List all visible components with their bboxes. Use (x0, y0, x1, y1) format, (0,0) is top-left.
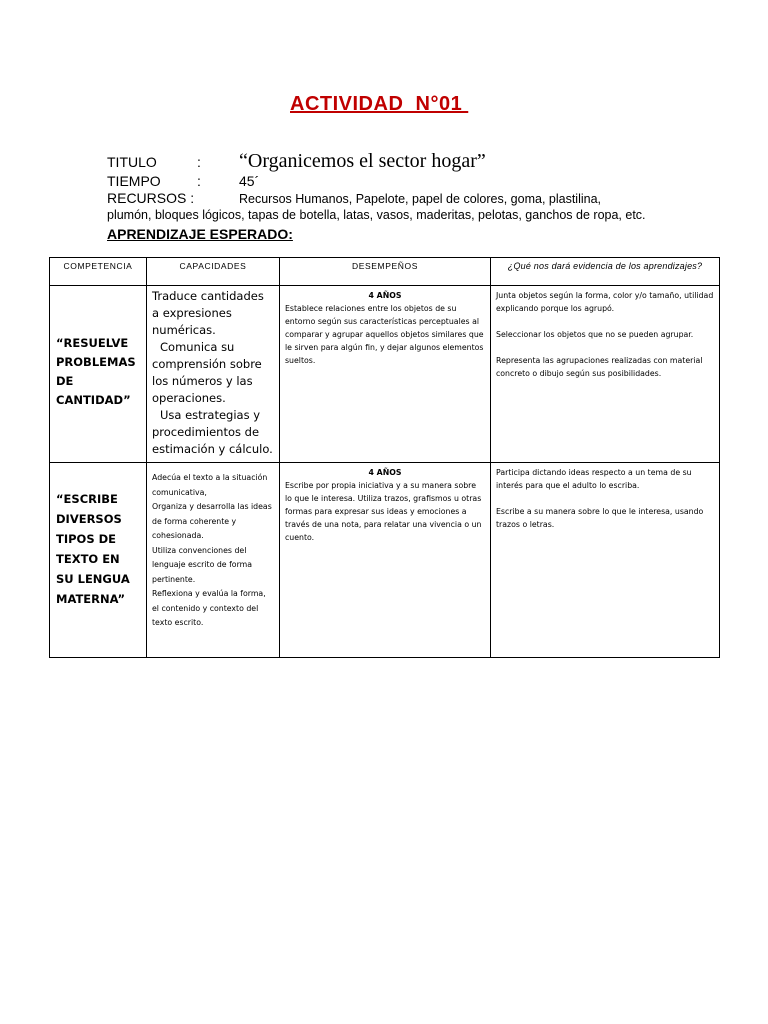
age-label: 4 AÑOS (368, 468, 402, 477)
capacidad-item: Usa estrategias y procedimientos de estimación y cálculo. (152, 408, 273, 456)
titulo-value: “Organicemos el sector hogar” (239, 150, 486, 172)
competencia-cell: “ESCRIBE DIVERSOS TIPOS DE TEXTO EN SU LENGUA MATERNA” (50, 463, 147, 658)
titulo-colon: : (197, 154, 201, 170)
evidencia-item: Seleccionar los objetos que no se pueden agrupar. (496, 330, 694, 339)
header-evidencia: ¿Qué nos dará evidencia de los aprendizajes? (491, 258, 720, 286)
header-competencia: COMPETENCIA (50, 258, 147, 286)
tiempo-colon: : (197, 173, 201, 189)
evidencia-item: Participa dictando ideas respecto a un tema de su interés para que el adulto lo escriba. (496, 468, 692, 490)
titulo-row (107, 150, 486, 173)
recursos-value-line2: plumón, bloques lógicos, tapas de botella, latas, vasos, maderitas, pelotas, ganchos de ropa, etc. (107, 208, 646, 222)
recursos-value-line1: Recursos Humanos, Papelote, papel de colores, goma, plastilina, (239, 192, 602, 206)
competencias-table (49, 257, 720, 658)
header-capacidades: CAPACIDADES (147, 258, 280, 286)
desempeno-text: Escribe por propia iniciativa y a su manera sobre lo que le interesa. Utiliza trazos, grafismos u otras formas para expresar sus ideas y emociones a través de una nota, para relatar una vivencia o un cuento. (285, 481, 482, 542)
evidencia-item: Junta objetos según la forma, color y/o tamaño, utilidad explicando porque los agrupó. (496, 291, 714, 313)
table-row (50, 286, 720, 463)
table-row (50, 463, 720, 658)
recursos-label: RECURSOS : (107, 190, 195, 206)
capacidad-item: Reflexiona y evalúa la forma, el contenido y contexto del texto escrito. (152, 589, 266, 627)
activity-title: ACTIVIDAD N°01 (290, 93, 469, 115)
capacidades-cell (147, 286, 280, 463)
competencia-cell: “RESUELVE PROBLEMAS DE CANTIDAD” (50, 286, 147, 463)
table-header-row (50, 258, 720, 286)
evidencia-cell (491, 286, 720, 463)
titulo-label: TITULO (107, 154, 157, 170)
desempenos-cell (280, 286, 491, 463)
aprendizaje-heading: APRENDIZAJE ESPERADO: (107, 226, 293, 242)
evidencia-item: Representa las agrupaciones realizadas con material concreto o dibujo según sus posibilidades. (496, 356, 703, 378)
capacidad-item: Organiza y desarrolla las ideas de forma coherente y cohesionada. (152, 502, 272, 540)
tiempo-value: 45´ (239, 173, 260, 189)
desempenos-cell (280, 463, 491, 658)
tiempo-label: TIEMPO (107, 173, 161, 189)
evidencia-item: Escribe a su manera sobre lo que le interesa, usando trazos o letras. (496, 507, 704, 529)
capacidad-item: Traduce cantidades a expresiones numéricas. (152, 289, 264, 337)
desempeno-text: Establece relaciones entre los objetos de su entorno según sus características perceptuales al comparar y agrupar aquellos objetos similares que le sirven para algún fin, y dejar algunos elementos sueltos. (285, 304, 484, 365)
capacidad-item: Utiliza convenciones del lenguaje escrito de forma pertinente. (152, 545, 253, 584)
recursos-row (107, 190, 601, 206)
capacidades-cell (147, 463, 280, 658)
tiempo-row (107, 173, 259, 189)
capacidad-item: Comunica su comprensión sobre los números y las operaciones. (152, 340, 262, 405)
capacidad-item: Adecúa el texto a la situación comunicativa, (152, 473, 268, 497)
header-desempenos: DESEMPEÑOS (280, 258, 491, 286)
evidencia-cell (491, 463, 720, 658)
age-label: 4 AÑOS (368, 291, 402, 300)
